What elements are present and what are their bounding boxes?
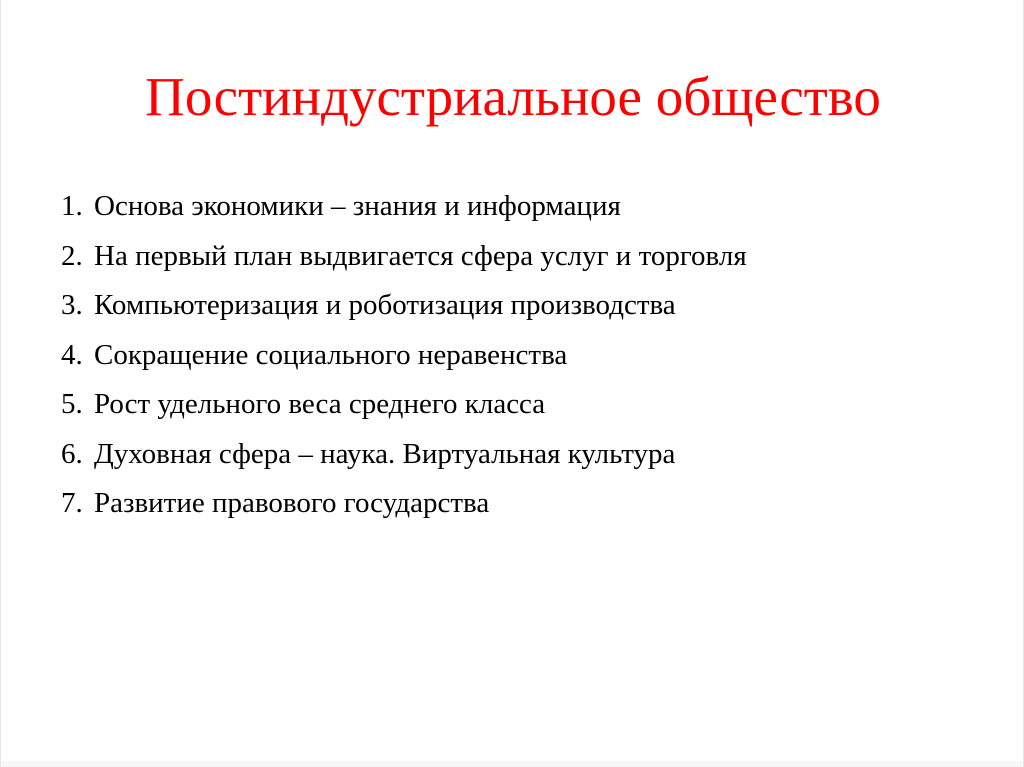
list-item (61, 483, 747, 533)
list-item-number: 6. (61, 437, 83, 470)
list-item-text: Духовная сфера – наука. Виртуальная культура (94, 437, 676, 470)
list-item-number: 3. (61, 289, 83, 321)
feature-list (61, 186, 747, 533)
list-item (61, 285, 747, 335)
list-item-text: Сокращение социального неравенства (94, 338, 568, 371)
list-item-text: Компьютеризация и роботизация производства (94, 289, 676, 321)
list-item-number: 2. (61, 239, 83, 272)
list-item-number: 7. (61, 487, 83, 519)
list-item (61, 236, 747, 286)
list-item-text: Основа экономики – знания и информация (94, 190, 621, 222)
list-item-text: На первый план выдвигается сфера услуг и торговля (94, 239, 747, 272)
list-item-text: Рост удельного веса среднего класса (94, 388, 546, 420)
list-item (61, 335, 747, 385)
list-item (61, 384, 747, 434)
list-item-number: 5. (61, 388, 83, 420)
list-item-text: Развитие правового государства (94, 487, 490, 519)
slide-title: Постиндустриальное общество (145, 66, 881, 127)
list-item (61, 434, 747, 484)
list-item (61, 186, 747, 236)
list-item-number: 1. (61, 190, 83, 222)
list-item-number: 4. (61, 338, 83, 371)
slide-bottom-strip (1, 761, 1023, 767)
